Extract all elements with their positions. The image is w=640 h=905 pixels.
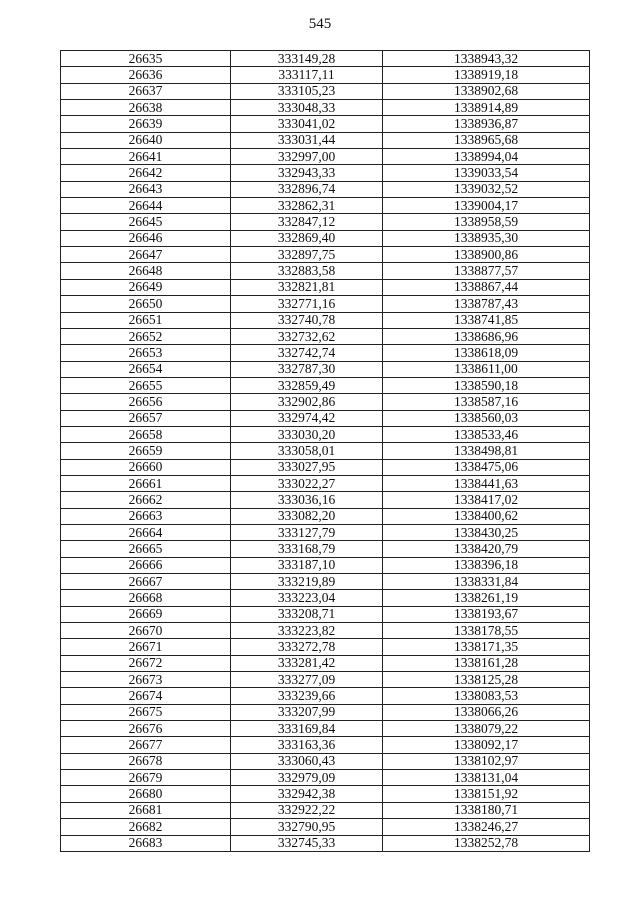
point-number-cell: 26645: [61, 214, 231, 230]
point-number-cell: 26679: [61, 770, 231, 786]
point-number-cell: 26651: [61, 312, 231, 328]
table-row: [61, 165, 590, 181]
point-number-cell: 26683: [61, 835, 231, 851]
table-row: [61, 149, 590, 165]
y-coordinate-cell: 1338171,35: [383, 639, 590, 655]
y-coordinate-cell: 1338441,63: [383, 475, 590, 491]
table-row: [61, 835, 590, 851]
point-number-cell: 26638: [61, 100, 231, 116]
y-coordinate-cell: 1339033,54: [383, 165, 590, 181]
table-row: [61, 721, 590, 737]
table-row: [61, 672, 590, 688]
y-coordinate-cell: 1338430,25: [383, 524, 590, 540]
table-row: [61, 247, 590, 263]
x-coordinate-cell: 332732,62: [231, 328, 383, 344]
table-row: [61, 639, 590, 655]
y-coordinate-cell: 1338787,43: [383, 296, 590, 312]
point-number-cell: 26635: [61, 51, 231, 67]
table-row: [61, 574, 590, 590]
point-number-cell: 26641: [61, 149, 231, 165]
point-number-cell: 26640: [61, 132, 231, 148]
y-coordinate-cell: 1338587,16: [383, 394, 590, 410]
table-row: [61, 100, 590, 116]
point-number-cell: 26668: [61, 590, 231, 606]
point-number-cell: 26652: [61, 328, 231, 344]
table-row: [61, 557, 590, 573]
point-number-cell: 26639: [61, 116, 231, 132]
table-row: [61, 312, 590, 328]
point-number-cell: 26648: [61, 263, 231, 279]
point-number-cell: 26672: [61, 655, 231, 671]
table-row: [61, 753, 590, 769]
y-coordinate-cell: 1338475,06: [383, 459, 590, 475]
point-number-cell: 26663: [61, 508, 231, 524]
point-number-cell: 26670: [61, 623, 231, 639]
x-coordinate-cell: 332943,33: [231, 165, 383, 181]
x-coordinate-cell: 332859,49: [231, 377, 383, 393]
point-number-cell: 26676: [61, 721, 231, 737]
y-coordinate-cell: 1338935,30: [383, 230, 590, 246]
y-coordinate-cell: 1338161,28: [383, 655, 590, 671]
point-number-cell: 26657: [61, 410, 231, 426]
point-number-cell: 26667: [61, 574, 231, 590]
y-coordinate-cell: 1339032,52: [383, 181, 590, 197]
table-row: [61, 443, 590, 459]
x-coordinate-cell: 333223,82: [231, 623, 383, 639]
y-coordinate-cell: 1338178,55: [383, 623, 590, 639]
table-row: [61, 263, 590, 279]
y-coordinate-cell: 1338193,67: [383, 606, 590, 622]
point-number-cell: 26674: [61, 688, 231, 704]
y-coordinate-cell: 1338900,86: [383, 247, 590, 263]
point-number-cell: 26643: [61, 181, 231, 197]
point-number-cell: 26680: [61, 786, 231, 802]
point-number-cell: 26653: [61, 345, 231, 361]
point-number-cell: 26666: [61, 557, 231, 573]
table-row: [61, 67, 590, 83]
table-row: [61, 51, 590, 67]
x-coordinate-cell: 332942,38: [231, 786, 383, 802]
table-row: [61, 492, 590, 508]
point-number-cell: 26656: [61, 394, 231, 410]
point-number-cell: 26636: [61, 67, 231, 83]
table-row: [61, 132, 590, 148]
y-coordinate-cell: 1338092,17: [383, 737, 590, 753]
table-row: [61, 623, 590, 639]
point-number-cell: 26671: [61, 639, 231, 655]
x-coordinate-cell: 333030,20: [231, 426, 383, 442]
point-number-cell: 26664: [61, 524, 231, 540]
y-coordinate-cell: 1338246,27: [383, 819, 590, 835]
y-coordinate-cell: 1338618,09: [383, 345, 590, 361]
table-row: [61, 116, 590, 132]
x-coordinate-cell: 333168,79: [231, 541, 383, 557]
y-coordinate-cell: 1338083,53: [383, 688, 590, 704]
x-coordinate-cell: 333223,04: [231, 590, 383, 606]
table-row: [61, 655, 590, 671]
point-number-cell: 26644: [61, 198, 231, 214]
point-number-cell: 26646: [61, 230, 231, 246]
x-coordinate-cell: 333036,16: [231, 492, 383, 508]
point-number-cell: 26649: [61, 279, 231, 295]
point-number-cell: 26665: [61, 541, 231, 557]
point-number-cell: 26677: [61, 737, 231, 753]
x-coordinate-cell: 333208,71: [231, 606, 383, 622]
point-number-cell: 26675: [61, 704, 231, 720]
point-number-cell: 26681: [61, 802, 231, 818]
table-row: [61, 198, 590, 214]
y-coordinate-cell: 1338420,79: [383, 541, 590, 557]
y-coordinate-cell: 1338396,18: [383, 557, 590, 573]
coordinates-table-body: [61, 51, 590, 852]
table-row: [61, 230, 590, 246]
point-number-cell: 26661: [61, 475, 231, 491]
y-coordinate-cell: 1338741,85: [383, 312, 590, 328]
point-number-cell: 26669: [61, 606, 231, 622]
y-coordinate-cell: 1338131,04: [383, 770, 590, 786]
table-row: [61, 279, 590, 295]
table-row: [61, 410, 590, 426]
x-coordinate-cell: 333163,36: [231, 737, 383, 753]
y-coordinate-cell: 1338919,18: [383, 67, 590, 83]
x-coordinate-cell: 332740,78: [231, 312, 383, 328]
x-coordinate-cell: 332974,42: [231, 410, 383, 426]
x-coordinate-cell: 333272,78: [231, 639, 383, 655]
x-coordinate-cell: 332862,31: [231, 198, 383, 214]
x-coordinate-cell: 333277,09: [231, 672, 383, 688]
y-coordinate-cell: 1338994,04: [383, 149, 590, 165]
point-number-cell: 26658: [61, 426, 231, 442]
table-row: [61, 541, 590, 557]
x-coordinate-cell: 333169,84: [231, 721, 383, 737]
y-coordinate-cell: 1338261,19: [383, 590, 590, 606]
table-row: [61, 590, 590, 606]
table-row: [61, 394, 590, 410]
y-coordinate-cell: 1338066,26: [383, 704, 590, 720]
y-coordinate-cell: 1338902,68: [383, 83, 590, 99]
page-number: 545: [308, 16, 332, 32]
x-coordinate-cell: 333031,44: [231, 132, 383, 148]
table-row: [61, 345, 590, 361]
y-coordinate-cell: 1338611,00: [383, 361, 590, 377]
x-coordinate-cell: 332897,75: [231, 247, 383, 263]
x-coordinate-cell: 332922,22: [231, 802, 383, 818]
y-coordinate-cell: 1338936,87: [383, 116, 590, 132]
x-coordinate-cell: 333041,02: [231, 116, 383, 132]
x-coordinate-cell: 332742,74: [231, 345, 383, 361]
x-coordinate-cell: 332787,30: [231, 361, 383, 377]
y-coordinate-cell: 1338965,68: [383, 132, 590, 148]
x-coordinate-cell: 332771,16: [231, 296, 383, 312]
x-coordinate-cell: 332979,09: [231, 770, 383, 786]
table-row: [61, 688, 590, 704]
table-row: [61, 786, 590, 802]
x-coordinate-cell: 333082,20: [231, 508, 383, 524]
y-coordinate-cell: 1338252,78: [383, 835, 590, 851]
point-number-cell: 26678: [61, 753, 231, 769]
y-coordinate-cell: 1338498,81: [383, 443, 590, 459]
table-row: [61, 426, 590, 442]
table-row: [61, 606, 590, 622]
x-coordinate-cell: 333219,89: [231, 574, 383, 590]
table-row: [61, 328, 590, 344]
y-coordinate-cell: 1338331,84: [383, 574, 590, 590]
point-number-cell: 26673: [61, 672, 231, 688]
point-number-cell: 26637: [61, 83, 231, 99]
y-coordinate-cell: 1338958,59: [383, 214, 590, 230]
y-coordinate-cell: 1338151,92: [383, 786, 590, 802]
y-coordinate-cell: 1338102,97: [383, 753, 590, 769]
point-number-cell: 26647: [61, 247, 231, 263]
point-number-cell: 26655: [61, 377, 231, 393]
coordinates-table: [60, 50, 590, 852]
y-coordinate-cell: 1338943,32: [383, 51, 590, 67]
y-coordinate-cell: 1338877,57: [383, 263, 590, 279]
x-coordinate-cell: 333022,27: [231, 475, 383, 491]
y-coordinate-cell: 1338867,44: [383, 279, 590, 295]
y-coordinate-cell: 1338590,18: [383, 377, 590, 393]
y-coordinate-cell: 1338180,71: [383, 802, 590, 818]
table-row: [61, 361, 590, 377]
y-coordinate-cell: 1338400,62: [383, 508, 590, 524]
y-coordinate-cell: 1338125,28: [383, 672, 590, 688]
table-row: [61, 524, 590, 540]
table-row: [61, 377, 590, 393]
x-coordinate-cell: 333058,01: [231, 443, 383, 459]
x-coordinate-cell: 332745,33: [231, 835, 383, 851]
x-coordinate-cell: 332847,12: [231, 214, 383, 230]
y-coordinate-cell: 1338417,02: [383, 492, 590, 508]
table-row: [61, 770, 590, 786]
table-row: [61, 819, 590, 835]
y-coordinate-cell: 1338533,46: [383, 426, 590, 442]
table-row: [61, 737, 590, 753]
table-row: [61, 508, 590, 524]
y-coordinate-cell: 1338079,22: [383, 721, 590, 737]
x-coordinate-cell: 333060,43: [231, 753, 383, 769]
x-coordinate-cell: 333048,33: [231, 100, 383, 116]
x-coordinate-cell: 333187,10: [231, 557, 383, 573]
y-coordinate-cell: 1338686,96: [383, 328, 590, 344]
x-coordinate-cell: 332902,86: [231, 394, 383, 410]
x-coordinate-cell: 332821,81: [231, 279, 383, 295]
x-coordinate-cell: 333207,99: [231, 704, 383, 720]
y-coordinate-cell: 1339004,17: [383, 198, 590, 214]
table-row: [61, 802, 590, 818]
point-number-cell: 26650: [61, 296, 231, 312]
x-coordinate-cell: 332896,74: [231, 181, 383, 197]
table-row: [61, 83, 590, 99]
y-coordinate-cell: 1338560,03: [383, 410, 590, 426]
point-number-cell: 26654: [61, 361, 231, 377]
table-row: [61, 296, 590, 312]
point-number-cell: 26662: [61, 492, 231, 508]
x-coordinate-cell: 333117,11: [231, 67, 383, 83]
point-number-cell: 26660: [61, 459, 231, 475]
point-number-cell: 26642: [61, 165, 231, 181]
x-coordinate-cell: 332869,40: [231, 230, 383, 246]
x-coordinate-cell: 333149,28: [231, 51, 383, 67]
x-coordinate-cell: 333239,66: [231, 688, 383, 704]
x-coordinate-cell: 332883,58: [231, 263, 383, 279]
table-row: [61, 181, 590, 197]
x-coordinate-cell: 332997,00: [231, 149, 383, 165]
x-coordinate-cell: 333027,95: [231, 459, 383, 475]
x-coordinate-cell: 333105,23: [231, 83, 383, 99]
x-coordinate-cell: 333281,42: [231, 655, 383, 671]
table-row: [61, 459, 590, 475]
table-row: [61, 704, 590, 720]
table-row: [61, 214, 590, 230]
point-number-cell: 26682: [61, 819, 231, 835]
y-coordinate-cell: 1338914,89: [383, 100, 590, 116]
x-coordinate-cell: 332790,95: [231, 819, 383, 835]
x-coordinate-cell: 333127,79: [231, 524, 383, 540]
table-row: [61, 475, 590, 491]
point-number-cell: 26659: [61, 443, 231, 459]
